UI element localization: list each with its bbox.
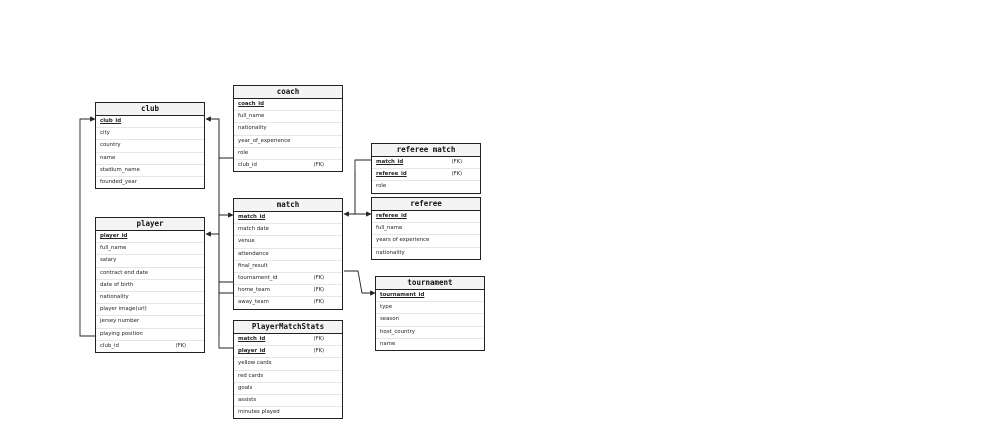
field-name: tournament_id: [238, 274, 278, 281]
foreign-key-tag: (FK): [175, 342, 186, 349]
field-name: club_id: [238, 161, 257, 168]
field-row: [234, 99, 342, 111]
foreign-key-tag: (FK): [451, 159, 462, 165]
field-row: [234, 371, 342, 383]
field-name: minutes played: [238, 409, 280, 416]
field-row: [234, 334, 342, 346]
field-row: [96, 280, 204, 292]
field-row: [96, 140, 204, 152]
field-row: [372, 169, 480, 181]
line-match-home-to-club: [219, 119, 233, 282]
field-name: role: [376, 183, 387, 190]
line-player-to-club: [80, 119, 95, 336]
entity-title: PlayerMatchStats: [234, 321, 342, 334]
field-row: [234, 136, 342, 148]
field-name: nationality: [238, 125, 267, 132]
primary-key-field-name: club_id: [100, 118, 122, 124]
field-row: [234, 111, 342, 123]
line-match-away-to-club: [219, 158, 233, 293]
field-row: [376, 327, 484, 339]
field-name: season: [380, 316, 399, 323]
field-row: [234, 273, 342, 285]
field-row: [234, 160, 342, 171]
field-row: [372, 248, 480, 259]
field-row: [234, 212, 342, 224]
field-name: goals: [238, 384, 253, 391]
entity-coach: [233, 85, 343, 172]
field-row: [234, 297, 342, 308]
field-row: [234, 249, 342, 261]
field-row: [96, 116, 204, 128]
field-name: salary: [100, 257, 117, 264]
primary-key-field-name: referee_id: [376, 213, 407, 219]
field-name: country: [100, 142, 121, 149]
entity-title: referee: [372, 198, 480, 211]
foreign-key-tag: (FK): [313, 287, 324, 294]
line-refmatch-to-match: [344, 160, 371, 214]
field-name: red cards: [238, 372, 264, 379]
entity-title: club: [96, 103, 204, 116]
field-row: [234, 395, 342, 407]
foreign-key-tag: (FK): [313, 348, 324, 355]
field-name: stadium_name: [100, 166, 140, 173]
field-name: venue: [238, 238, 255, 245]
field-name: founded_year: [100, 178, 137, 185]
field-row: [96, 329, 204, 341]
field-name: nationality: [376, 249, 405, 256]
field-name: type: [380, 304, 393, 311]
field-row: [96, 268, 204, 280]
field-row: [376, 302, 484, 314]
line-refmatch-to-referee: [355, 171, 371, 214]
field-row: [96, 231, 204, 243]
foreign-key-tag: (FK): [313, 161, 324, 168]
entity-title: referee match: [372, 144, 480, 157]
field-row: [376, 290, 484, 302]
field-name: final_result: [238, 262, 268, 269]
field-row: [234, 261, 342, 273]
field-name: jersey number: [100, 318, 140, 325]
entity-title: coach: [234, 86, 342, 99]
entity-pms: [233, 320, 343, 419]
field-row: [96, 153, 204, 165]
field-name: club_id: [100, 342, 119, 349]
field-name: playing position: [100, 330, 143, 337]
primary-key-field-name: match_id: [238, 336, 266, 342]
field-row: [234, 123, 342, 135]
field-name: host_country: [380, 328, 415, 335]
field-row: [96, 316, 204, 328]
entity-title: tournament: [376, 277, 484, 290]
foreign-key-tag: (FK): [313, 274, 324, 281]
field-name: name: [100, 154, 116, 161]
field-row: [234, 407, 342, 418]
field-name: nationality: [100, 293, 129, 300]
entity-tournament: [375, 276, 485, 351]
field-row: [96, 255, 204, 267]
field-row: [234, 236, 342, 248]
field-name: full_name: [376, 225, 403, 232]
primary-key-field-name: coach_id: [238, 101, 264, 107]
foreign-key-tag: (FK): [451, 171, 462, 178]
field-name: city: [100, 130, 110, 137]
field-name: full_name: [238, 113, 265, 120]
field-row: [96, 341, 204, 352]
line-coach-to-club: [206, 119, 233, 158]
field-row: [376, 314, 484, 326]
field-name: years of experience: [376, 237, 430, 244]
field-row: [96, 165, 204, 177]
field-name: home_team: [238, 287, 270, 294]
field-row: [96, 177, 204, 188]
entity-referee: [371, 197, 481, 260]
field-name: year_of_experience: [238, 137, 291, 144]
primary-key-field-name: player_id: [100, 233, 128, 239]
field-row: [234, 285, 342, 297]
field-name: role: [238, 149, 249, 156]
field-row: [372, 157, 480, 169]
field-row: [234, 148, 342, 160]
field-name: full_name: [100, 245, 127, 252]
entity-player: [95, 217, 205, 353]
field-row: [234, 224, 342, 236]
field-row: [96, 128, 204, 140]
field-name: attendance: [238, 250, 269, 257]
entity-match: [233, 198, 343, 310]
field-row: [234, 346, 342, 358]
field-row: [96, 304, 204, 316]
primary-key-field-name: tournament_id: [380, 292, 425, 298]
foreign-key-tag: (FK): [313, 299, 324, 306]
entity-club: [95, 102, 205, 189]
field-name: player image(url): [100, 306, 147, 313]
field-name: contract end date: [100, 269, 149, 276]
field-name: assists: [238, 396, 257, 403]
field-row: [372, 181, 480, 192]
field-name: yellow cards: [238, 360, 272, 367]
field-name: away_team: [238, 299, 269, 306]
field-row: [234, 358, 342, 370]
field-row: [372, 235, 480, 247]
line-match-to-tournament: [344, 271, 375, 293]
field-name: name: [380, 340, 396, 347]
field-name: match date: [238, 226, 269, 233]
entity-title: match: [234, 199, 342, 212]
primary-key-field-name: player_id: [238, 348, 266, 355]
field-row: [234, 383, 342, 395]
primary-key-field-name: referee_id: [376, 171, 407, 178]
field-row: [372, 223, 480, 235]
field-row: [372, 211, 480, 223]
field-row: [376, 339, 484, 350]
field-name: date of birth: [100, 281, 134, 288]
primary-key-field-name: match_id: [238, 214, 266, 220]
field-row: [96, 292, 204, 304]
entity-title: player: [96, 218, 204, 231]
entity-refmatch: [371, 143, 481, 194]
line-pms-to-match: [219, 215, 233, 336]
field-row: [96, 243, 204, 255]
line-pms-to-player: [206, 234, 233, 348]
foreign-key-tag: (FK): [313, 336, 324, 342]
primary-key-field-name: match_id: [376, 159, 404, 165]
